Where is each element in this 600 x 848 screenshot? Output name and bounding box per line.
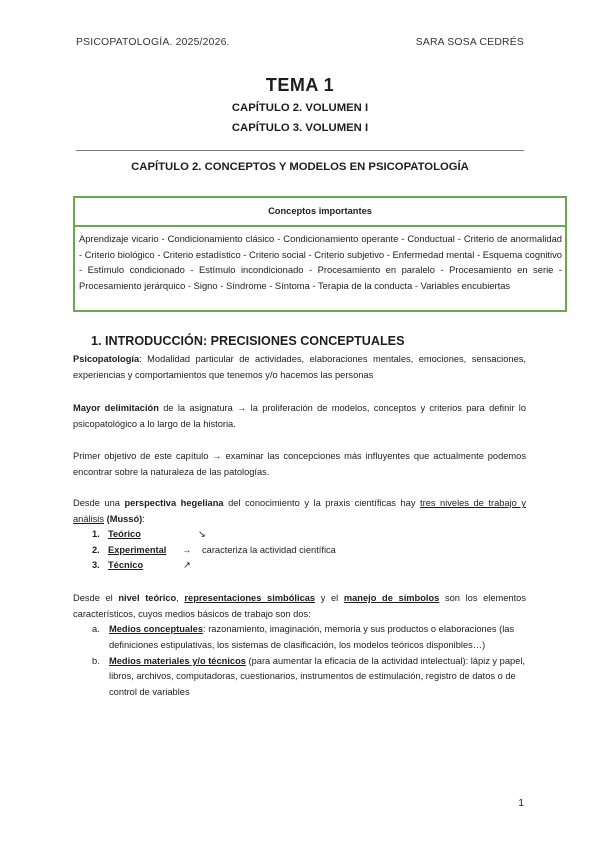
term-delimitacion: Mayor delimitación xyxy=(73,403,159,413)
text-fragment: Desde el xyxy=(73,593,119,603)
definition-text: : Modalidad particular de actividades, elaboraciones mentales, emociones, sensaciones, experiencias y comportamientos que tenemos y/o hacemos las personas xyxy=(73,354,526,380)
text-fragment: y el xyxy=(315,593,344,603)
paragraph-objetivo: Primer objetivo de este capítulo → examinar las concepciones más influyentes que actualmente podemos encontrar sobre la naturaleza de las patologías. xyxy=(73,451,526,477)
chapter-title: CAPÍTULO 2. CONCEPTOS Y MODELOS EN PSICOPATOLOGÍA xyxy=(131,161,469,173)
concepts-box xyxy=(73,196,567,312)
term-medios-conceptuales: Medios conceptuales xyxy=(109,624,204,634)
arrow-up-right-icon: ↗ xyxy=(183,560,191,570)
text-fragment: son los elementos característicos, cuyos medios básicos de trabajo son dos: xyxy=(73,593,526,619)
divider xyxy=(76,150,524,151)
term-psicopatologia: Psicopatología xyxy=(73,354,140,364)
text-fragment: del conocimiento y la praxis científicas hay xyxy=(223,498,421,508)
text-fragment: , xyxy=(176,593,185,603)
level-label: Técnico xyxy=(108,560,144,570)
subtitle-2: CAPÍTULO 3. VOLUMEN I xyxy=(231,122,369,134)
section-heading: 1. INTRODUCCIÓN: PRECISIONES CONCEPTUALES xyxy=(91,334,405,348)
text-fragment: Desde una xyxy=(73,498,125,508)
author-musso: (Mussó) xyxy=(106,513,143,524)
means-list xyxy=(92,622,528,701)
list-item xyxy=(92,622,528,654)
paragraph-psicopatologia xyxy=(73,352,526,384)
paragraph-nivel-teorico xyxy=(73,591,526,623)
list-number: 1. xyxy=(92,529,100,539)
list-item xyxy=(92,560,191,570)
list-number: 2. xyxy=(92,545,100,555)
means-text: : razonamiento, imaginación, memoria y sus productos o elaboraciones (las definiciones estipulativas, los sistemas de clasificación, los modelos teóricos disponibles…) xyxy=(109,624,515,650)
list-marker: a. xyxy=(92,624,100,634)
text-fragment: : xyxy=(142,513,145,524)
term-niveles: tres niveles de trabajo y análisis xyxy=(73,498,526,524)
term-nivel-teorico: nivel teórico xyxy=(118,593,177,603)
paragraph-hegeliana xyxy=(73,496,526,528)
page-number: 1 xyxy=(518,798,524,809)
list-number: 3. xyxy=(92,560,100,570)
term-manejo-simbolos: manejo de símbolos xyxy=(343,593,440,603)
list-item xyxy=(92,545,336,555)
page-title: TEMA 1 xyxy=(265,75,335,95)
level-label: Teórico xyxy=(108,529,141,539)
level-label: Experimental xyxy=(108,545,167,555)
term-medios-materiales: Medios materiales y/o técnicos xyxy=(109,655,246,666)
concepts-text: Aprendizaje vicario - Condicionamiento clásico - Condicionamiento operante - Conductual - Criterio de anormalidad - Criterio biológico - Criterio estadístico - Criterio social - Criterio subjetivo - Enfermedad mental - Esquema cognitivo - Estímulo condicionado - Estímulo incondicionado - Procesamiento en paralelo - Procesamiento en serie - Procesamiento jerárquico - Signo - Síndrome - Síntoma - Terapia de la conducta - Variables encubiertas xyxy=(79,233,562,291)
means-text: (para aumentar la eficacia de la actividad intelectual): lápiz y papel, libros, archivos, computadoras, cuestionarios, instrumentos de estimulación, registro de datos o de control de variables xyxy=(109,655,525,698)
header-left: PSICOPATOLOGÍA. 2025/2026. xyxy=(76,37,230,48)
subtitle-1: CAPÍTULO 2. VOLUMEN I xyxy=(231,102,369,114)
term-representaciones: representaciones simbólicas xyxy=(184,593,316,603)
delimitacion-text: de la asignatura → la proliferación de modelos, conceptos y criterios para definir lo psicopatológico a lo largo de la historia. xyxy=(73,403,526,429)
term-hegeliana: perspectiva hegeliana xyxy=(124,498,224,508)
concepts-heading: Conceptos importantes xyxy=(75,198,565,227)
list-item xyxy=(92,529,206,539)
list-marker: b. xyxy=(92,655,100,666)
arrow-right-icon: → xyxy=(182,545,192,555)
list-item xyxy=(92,654,528,701)
level-description: caracteriza la actividad científica xyxy=(202,545,336,555)
header-right: SARA SOSA CEDRÉS xyxy=(415,37,524,48)
arrow-down-right-icon: ↘ xyxy=(198,529,206,539)
paragraph-delimitacion xyxy=(73,401,526,433)
